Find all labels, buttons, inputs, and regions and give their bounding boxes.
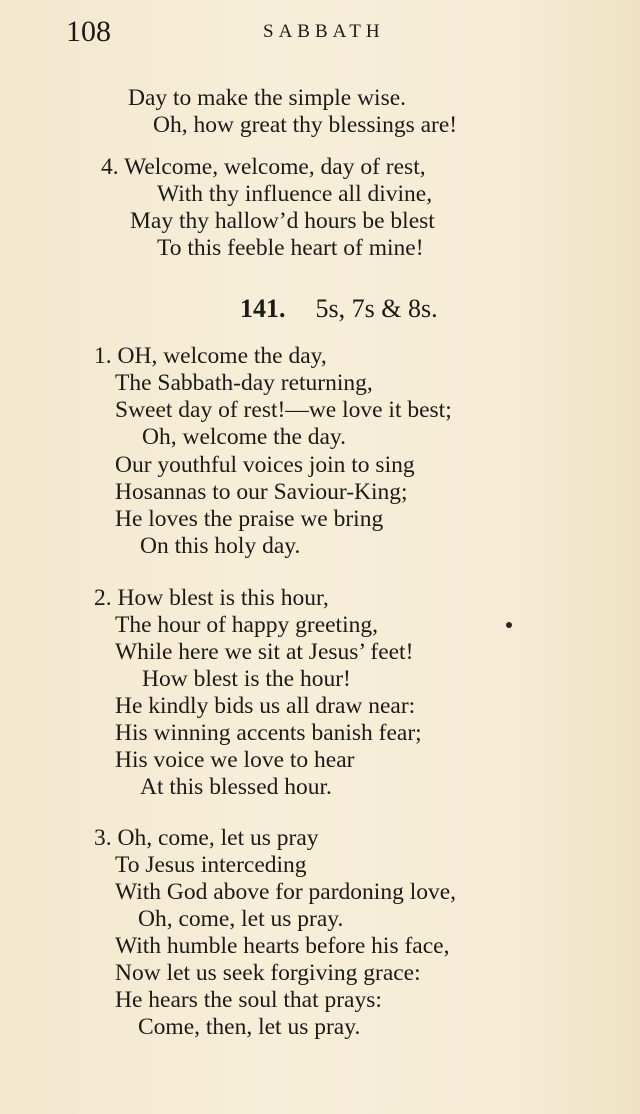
stanza-1-line: 1. OH, welcome the day, [94, 343, 327, 369]
stanza-3-line: Now let us seek forgiving grace: [115, 960, 421, 986]
stanza-2-line: At this blessed hour. [140, 774, 332, 800]
stanza-1-line: On this holy day. [140, 533, 301, 559]
stanza-1-line: Hosannas to our Saviour-King; [115, 479, 408, 505]
stanza-2-line: While here we sit at Jesus’ feet! [115, 639, 414, 665]
stanza-3-line: To Jesus interceding [115, 852, 307, 878]
stanza-3-line: With God above for pardoning love, [115, 879, 457, 905]
stanza-2-line: His voice we love to hear [115, 747, 355, 773]
stanza-2-line: He kindly bids us all draw near: [115, 693, 416, 719]
stanza-4-line: 4. Welcome, welcome, day of rest, [101, 154, 426, 180]
stanza-1-line: Sweet day of rest!—we love it best; [115, 397, 452, 423]
stanza-2-line: How blest is the hour! [142, 666, 351, 692]
stanza-2-line: 2. How blest is this hour, [94, 585, 329, 611]
stanza-3-line: Come, then, let us pray. [138, 1014, 361, 1040]
hymn-meter: 5s, 7s & 8s. [315, 294, 438, 323]
stanza-2-line: His winning accents banish fear; [115, 720, 422, 746]
stanza-3-line: 3. Oh, come, let us pray [94, 825, 319, 851]
stanza-3-line: With humble hearts before his face, [115, 933, 450, 959]
hymn-heading [240, 292, 438, 326]
hymn-number: 141. [240, 294, 286, 323]
ink-speck [506, 622, 512, 628]
stanza-4-line: With thy influence all divine, [157, 181, 433, 207]
continuation-line: Day to make the simple wise. [128, 85, 407, 111]
stanza-1-line: Our youthful voices join to sing [115, 452, 415, 478]
stanza-4-line: To this feeble heart of mine! [157, 235, 424, 261]
stanza-1-line: He loves the praise we bring [115, 506, 384, 532]
stanza-4-line: May thy hallow’d hours be blest [130, 208, 435, 234]
continuation-line: Oh, how great thy blessings are! [153, 112, 458, 138]
stanza-2-line: The hour of happy greeting, [115, 612, 378, 638]
page-number: 108 [66, 15, 111, 48]
running-head: SABBATH [263, 21, 385, 42]
stanza-3-line: He hears the soul that prays: [115, 987, 382, 1013]
stanza-1-line: Oh, welcome the day. [142, 424, 347, 450]
stanza-3-line: Oh, come, let us pray. [138, 906, 344, 932]
stanza-1-line: The Sabbath-day returning, [115, 370, 373, 396]
